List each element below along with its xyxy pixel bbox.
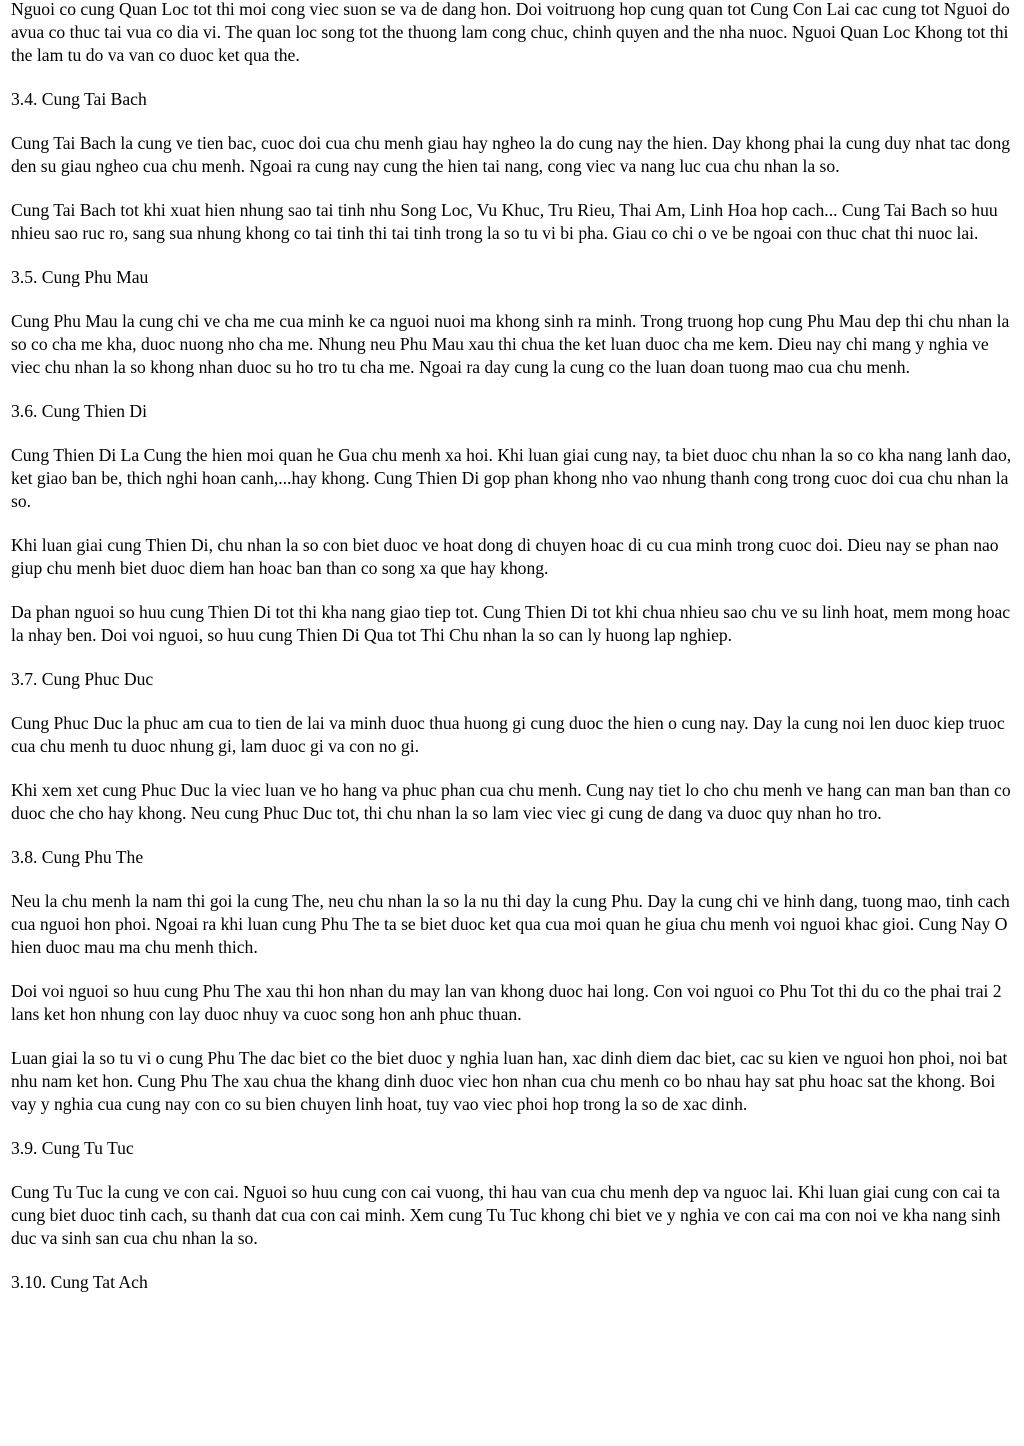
paragraph-tai-bach-2: Cung Tai Bach tot khi xuat hien nhung sao tai tinh nhu Song Loc, Vu Khuc, Tru Rieu, Thai Am, Linh Hoa hop cach... Cung Tai Bach so huu nhieu sao ruc ro, sang sua nhung khong co tai tinh thi tai tinh trong la so tu vi bi pha. Giau co chi o ve be ngoai con thuc chat thi nuoc lai. xyxy=(11,200,998,243)
heading-cung-phu-the: 3.8. Cung Phu The xyxy=(11,847,144,867)
paragraph-phuc-duc-2: Khi xem xet cung Phuc Duc la viec luan ve ho hang va phuc phan cua chu menh. Cung nay tiet lo cho chu menh ve hang can man ban than co duoc che cho hay khong. Neu cung Phuc Duc tot, thi chu nhan la so lam viec viec gi cung de dang va duoc quy nhan ho tro. xyxy=(11,780,1011,823)
paragraph-phu-the-2: Doi voi nguoi so huu cung Phu The xau thi hon nhan du may lan van khong duoc hai long. Con voi nguoi co Phu Tot thi du co the phai trai 2 lans ket hon nhung con lay duoc nhuy va cuoc song hon anh phuc thuan. xyxy=(11,981,1002,1024)
heading-cung-tai-bach: 3.4. Cung Tai Bach xyxy=(11,89,147,109)
paragraph-tu-tuc: Cung Tu Tuc la cung ve con cai. Nguoi so huu cung con cai vuong, thi hau van cua chu menh dep va nguoc lai. Khi luan giai cung con cai ta cung biet duoc tinh cach, su thanh dat cua con cai minh. Xem cung Tu Tuc khong chi biet ve y nghia ve con cai ma con noi ve kha nang sinh duc va sinh san cua chu nhan la so. xyxy=(11,1182,1001,1248)
paragraph-thien-di-3: Da phan nguoi so huu cung Thien Di tot thi kha nang giao tiep tot. Cung Thien Di tot khi chua nhieu sao chu ve su linh hoat, mem mong hoac la nhay ben. Doi voi nguoi, so huu cung Thien Di Qua tot Thi Chu nhan la so can ly huong lap nghiep. xyxy=(11,602,1011,645)
paragraph-quan-loc: Nguoi co cung Quan Loc tot thi moi cong viec suon se va de dang hon. Doi voitruong hop cung quan tot Cung Con Lai cac cung tot Nguoi do avua co thuc tai vua co dia vi. The quan loc song tot the thuong lam cong chuc, chinh quyen and the nha nuoc. Nguoi Quan Loc Khong tot thi the lam tu do va van co duoc ket qua the. xyxy=(11,0,1010,65)
heading-cung-tat-ach: 3.10. Cung Tat Ach xyxy=(11,1272,148,1292)
heading-cung-phuc-duc: 3.7. Cung Phuc Duc xyxy=(11,669,154,689)
heading-cung-tu-tuc: 3.9. Cung Tu Tuc xyxy=(11,1138,134,1158)
paragraph-thien-di-1: Cung Thien Di La Cung the hien moi quan he Gua chu menh xa hoi. Khi luan giai cung nay, ta biet duoc chu nhan la so co kha nang lanh dao, ket giao ban be, thich nghi hoan canh,...hay khong. Cung Thien Di gop phan khong nho vao nhung thanh cong trong cuoc doi cua chu nhan la so. xyxy=(11,445,1012,511)
paragraph-phu-mau: Cung Phu Mau la cung chi ve cha me cua minh ke ca nguoi nuoi ma khong sinh ra minh. Trong truong hop cung Phu Mau dep thi chu nhan la so co cha me kha, duoc nuong nho cha me. Nhung neu Phu Mau xau thi chua the ket luan duoc cha me kem. Dieu nay chi mang y nghia ve viec chu nhan la so khong nhan duoc su ho tro tu cha me. Ngoai ra day cung la cung co the luan doan tuong mao cua chu menh. xyxy=(11,311,1010,377)
paragraph-thien-di-2: Khi luan giai cung Thien Di, chu nhan la so con biet duoc ve hoat dong di chuyen hoac di cu cua minh trong cuoc doi. Dieu nay se phan nao giup chu menh biet duoc diem han hoac ban than co song xa que hay khong. xyxy=(11,535,999,578)
paragraph-tai-bach-1: Cung Tai Bach la cung ve tien bac, cuoc doi cua chu menh giau hay ngheo la do cung nay the hien. Day khong phai la cung duy nhat tac dong den su giau ngheo cua chu menh. Ngoai ra cung nay cung the hien tai nang, cong viec va nang luc cua chu nhan la so. xyxy=(11,133,1011,176)
paragraph-phuc-duc-1: Cung Phuc Duc la phuc am cua to tien de lai va minh duoc thua huong gi cung duoc the hien o cung nay. Day la cung noi len duoc kiep truoc cua chu menh tu duoc nhung gi, lam duoc gi va con no gi. xyxy=(11,713,1005,756)
heading-cung-thien-di: 3.6. Cung Thien Di xyxy=(11,401,148,421)
paragraph-phu-the-1: Neu la chu menh la nam thi goi la cung The, neu chu nhan la so la nu thi day la cung Phu. Day la cung chi ve hinh dang, tuong mao, tinh cach cua nguoi hon phoi. Ngoai ra khi luan cung Phu The ta se biet duoc ket qua cua moi quan he giua chu menh voi nguoi khac gioi. Cung Nay O hien duoc mau ma chu menh thich. xyxy=(11,891,1010,957)
document-body xyxy=(11,0,1017,1294)
paragraph-phu-the-3: Luan giai la so tu vi o cung Phu The dac biet co the biet duoc y nghia luan han, xac dinh diem dac biet, cac su kien ve nguoi hon phoi, noi bat nhu nam ket hon. Cung Phu The xau chua the khang dinh duoc viec hon nhan cua chu menh co bo nhau hay sat phu hoac sat the khong. Boi vay y nghia cua cung nay con co su bien chuyen linh hoat, tuy vao viec phoi hop trong la so de xac dinh. xyxy=(11,1048,1008,1114)
heading-cung-phu-mau: 3.5. Cung Phu Mau xyxy=(11,267,149,287)
